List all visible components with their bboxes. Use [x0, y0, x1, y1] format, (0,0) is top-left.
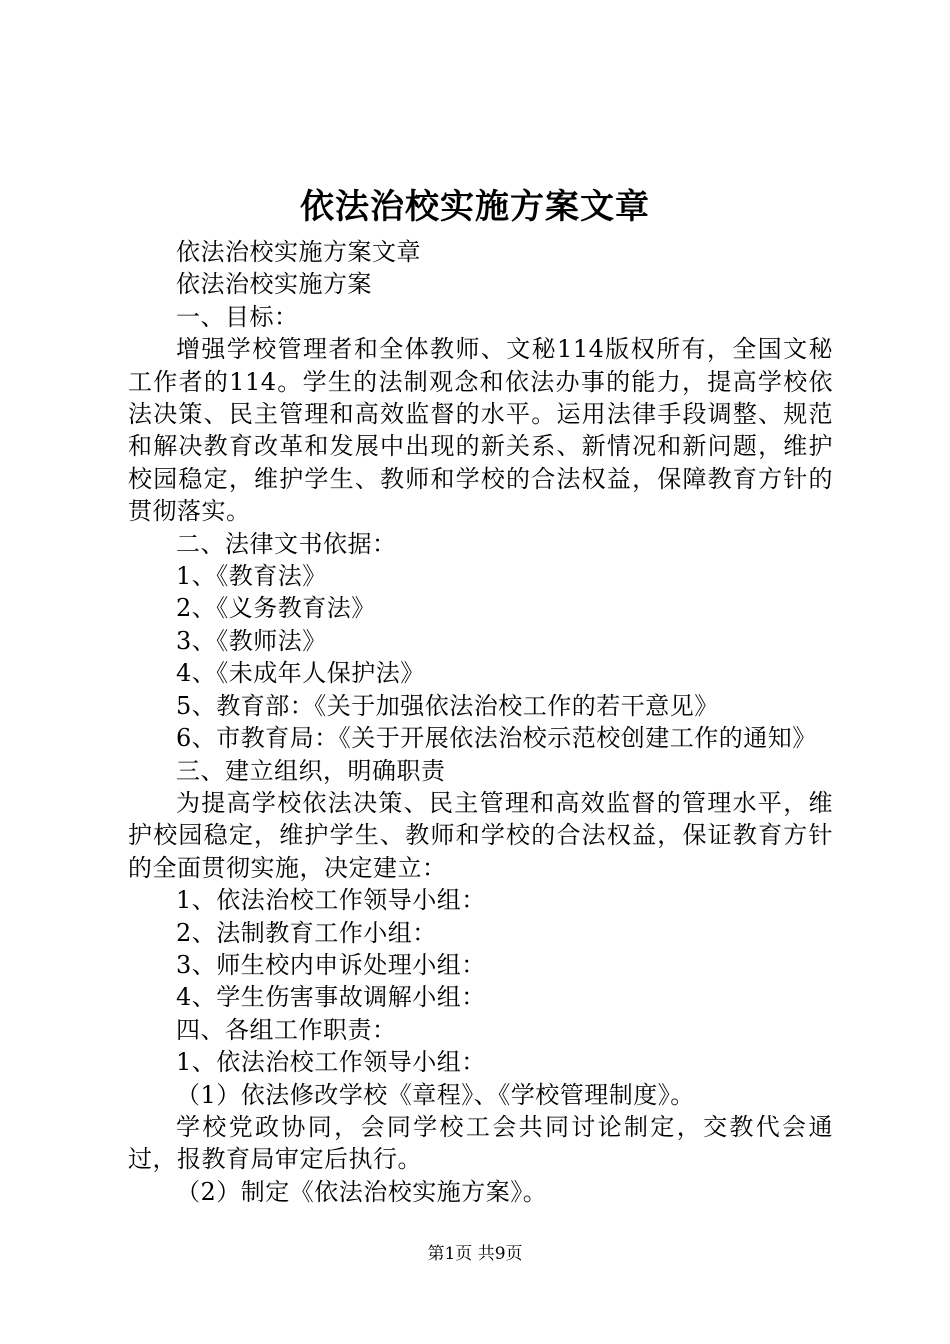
list-item: 3、《教师法》 [176, 626, 327, 655]
list-item: 1、依法治校工作领导小组： [176, 1048, 486, 1077]
document-title: 依法治校实施方案文章 [300, 187, 650, 227]
list-item: 1、《教育法》 [176, 562, 327, 591]
list-item: 1、依法治校工作领导小组： [176, 886, 486, 915]
list-item: 3、师生校内申诉处理小组： [176, 950, 486, 979]
list-item: 6、市教育局：《关于开展依法治校示范校创建工作的通知》 [176, 724, 817, 753]
list-item: 2、法制教育工作小组： [176, 918, 437, 947]
section-heading: 三、建立组织，明确职责 [176, 756, 446, 785]
section-heading: 四、各组工作职责： [176, 1015, 397, 1044]
section-heading: 一、目标： [176, 302, 299, 331]
paragraph: 增强学校管理者和全体教师、文秘114版权所有，全国文秘工作者的114。学生的法制观念和依法办事的能力，提高学校依法决策、民主管理和高效监督的水平。运用法律手段调整、规范和解决教育改革和发展中出现的新关系、新情况和新问题，维护校园稳定，维护学生、教师和学校的合法权益，保障教育方针的贯彻落实。 [128, 335, 833, 526]
page-footer: 第1页 共9页 [427, 1244, 523, 1264]
document-body [128, 236, 833, 1208]
list-item: 2、《义务教育法》 [176, 594, 376, 623]
list-item: 4、学生伤害事故调解小组： [176, 983, 486, 1012]
list-item: 5、教育部：《关于加强依法治校工作的若干意见》 [176, 691, 719, 720]
paragraph: 依法治校实施方案 [176, 270, 372, 299]
paragraph: 为提高学校依法决策、民主管理和高效监督的管理水平，维护校园稳定，维护学生、教师和学校的合法权益，保证教育方针的全面贯彻实施，决定建立： [128, 788, 833, 882]
paragraph: 学校党政协同，会同学校工会共同讨论制定，交教代会通过，报教育局审定后执行。 [128, 1112, 833, 1174]
section-heading: 二、法律文书依据： [176, 529, 397, 558]
list-item: （1）依法修改学校《章程》、《学校管理制度》。 [176, 1080, 695, 1109]
paragraph: 依法治校实施方案文章 [176, 238, 421, 266]
list-item: 4、《未成年人保护法》 [176, 659, 425, 688]
list-item: （2）制定《依法治校实施方案》。 [176, 1177, 548, 1206]
